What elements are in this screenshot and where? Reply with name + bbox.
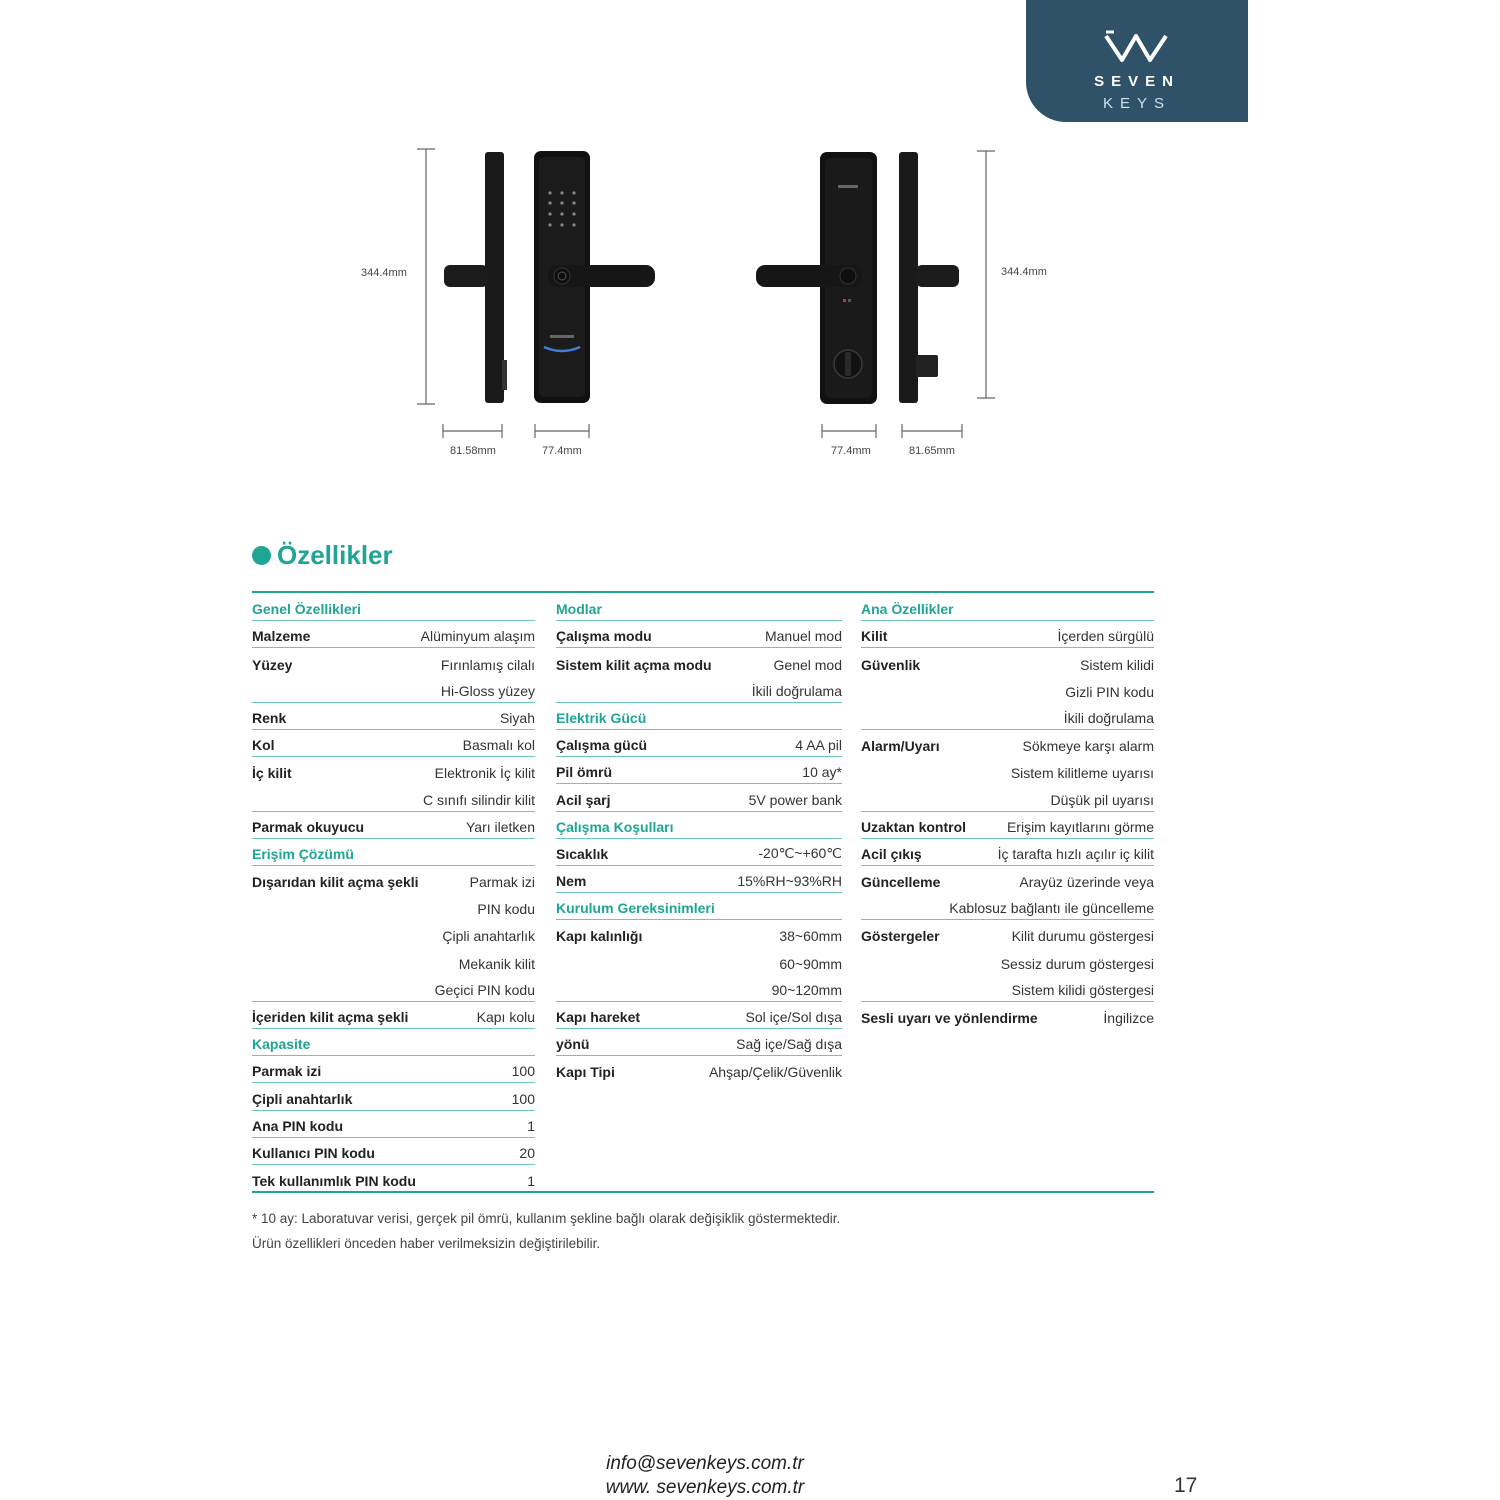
spec-value: 60~90mm <box>779 955 842 972</box>
spec-key: yönü <box>556 1036 590 1053</box>
spec-value: Alüminyum alaşım <box>420 628 535 645</box>
spec-row <box>556 1002 842 1029</box>
spec-key: Çalışma gücü <box>556 737 648 754</box>
brand-name: SEVEN <box>1094 73 1180 90</box>
spec-key: Çipli anahtarlık <box>252 1090 353 1107</box>
spec-value: 4 AA pil <box>795 737 842 754</box>
spec-row <box>252 975 535 1002</box>
spec-group-title: Ana Özellikler <box>861 601 954 618</box>
spec-group-header <box>252 839 535 866</box>
spec-key: Parmak izi <box>252 1063 322 1080</box>
spec-group-title: Kurulum Gereksinimleri <box>556 900 715 917</box>
spec-row <box>861 975 1154 1002</box>
lock-back-view <box>756 152 877 404</box>
spec-row <box>252 703 535 730</box>
spec-key: Kapı hareket <box>556 1009 641 1025</box>
spec-group-header <box>861 594 1154 621</box>
spec-value: Erişim kayıtlarını görme <box>1006 818 1154 835</box>
spec-value: Yarı iletken <box>466 818 535 835</box>
spec-value: Mekanik kilit <box>458 955 535 972</box>
spec-value: İngilizce <box>1103 1010 1154 1026</box>
battery-footnote: * 10 ay: Laboratuvar verisi, gerçek pil ömrü, kullanım şekline bağlı olarak değişiklik göstermektedir. <box>252 1211 841 1226</box>
spec-value: 38~60mm <box>779 928 842 945</box>
spec-row <box>861 947 1154 974</box>
spec-value: Siyah <box>499 709 535 726</box>
spec-group-title: Elektrik Gücü <box>556 709 647 726</box>
spec-row <box>252 757 535 784</box>
spec-key: Kol <box>252 737 275 754</box>
spec-row <box>556 1056 842 1083</box>
spec-row <box>556 621 842 648</box>
spec-key: Uzaktan kontrol <box>861 818 967 835</box>
spec-value: Elektronik İç kilit <box>434 765 535 782</box>
spec-row <box>861 1002 1154 1029</box>
spec-key: Renk <box>252 709 287 726</box>
bullet-icon <box>252 546 271 565</box>
spec-group-title: Kapasite <box>252 1036 311 1053</box>
spec-group-title: Erişim Çözümü <box>252 845 354 862</box>
spec-row <box>861 703 1154 730</box>
spec-key: Tek kullanımlık PIN kodu <box>252 1173 416 1190</box>
spec-key: Acil şarj <box>556 791 611 808</box>
spec-value: Manuel mod <box>764 628 842 645</box>
spec-row <box>861 621 1154 648</box>
spec-row <box>556 839 842 866</box>
spec-row <box>252 648 535 675</box>
spec-row <box>252 784 535 811</box>
lock-back-side-profile <box>899 152 959 403</box>
spec-value: Arayüz üzerinde veya <box>1019 874 1154 891</box>
spec-row <box>861 812 1154 839</box>
spec-value: Çipli anahtarlık <box>442 928 535 945</box>
spec-row <box>252 920 535 947</box>
spec-row <box>252 621 535 648</box>
lock-front-view <box>534 151 655 403</box>
spec-row <box>861 920 1154 947</box>
spec-key: Kapı kalınlığı <box>556 928 643 945</box>
spec-row <box>556 947 842 974</box>
spec-row <box>252 947 535 974</box>
spec-value: Basmalı kol <box>462 737 535 754</box>
spec-key: Kapı Tipi <box>556 1064 615 1081</box>
spec-row <box>252 1083 535 1110</box>
spec-key: Kilit <box>861 628 888 645</box>
table-top-rule <box>252 591 1154 593</box>
spec-row <box>556 866 842 893</box>
spec-value: İçerden sürgülü <box>1057 628 1154 645</box>
spec-key: İçeriden kilit açma şekli <box>252 1009 409 1025</box>
spec-value: Ahşap/Çelik/Güvenlik <box>708 1064 842 1081</box>
lock-drawings <box>0 0 1500 470</box>
spec-key: Güncelleme <box>861 874 941 891</box>
left-width-dimensions <box>443 424 589 438</box>
spec-value: İç tarafta hızlı açılır iç kilit <box>997 845 1154 862</box>
spec-row <box>861 866 1154 893</box>
spec-group-header <box>556 594 842 621</box>
spec-row <box>861 893 1154 920</box>
spec-key: Sistem kilit açma modu <box>556 656 712 673</box>
spec-value: 90~120mm <box>771 981 842 998</box>
spec-key: Alarm/Uyarı <box>861 738 940 755</box>
spec-value: Sessiz durum göstergesi <box>1000 955 1154 972</box>
spec-row <box>252 1138 535 1165</box>
spec-row <box>556 975 842 1002</box>
spec-value: Hi-Gloss yüzey <box>440 682 535 699</box>
spec-value: Sağ içe/Sağ dışa <box>736 1036 842 1053</box>
spec-row <box>252 1002 535 1029</box>
left-height-dimension <box>417 149 435 404</box>
spec-value: PIN kodu <box>477 901 535 918</box>
spec-key: Ana PIN kodu <box>252 1117 344 1134</box>
spec-row <box>252 1056 535 1083</box>
spec-group-title: Genel Özellikleri <box>252 601 361 618</box>
spec-change-note: Ürün özellikleri önceden haber verilmeksizin değiştirilebilir. <box>252 1236 601 1251</box>
right-side-width-label: 81.65mm <box>909 445 955 457</box>
spec-value: -20℃~+60℃ <box>758 844 842 861</box>
right-height-label: 344.4mm <box>1001 266 1047 278</box>
spec-row <box>556 648 842 675</box>
brand-sub: KEYS <box>1102 95 1172 112</box>
spec-value: Sistem kilidi <box>1080 656 1154 673</box>
contact-website[interactable]: www. sevenkeys.com.tr <box>605 1477 805 1498</box>
spec-value: C sınıfı silindir kilit <box>422 791 535 808</box>
spec-row <box>556 730 842 757</box>
spec-value: Genel mod <box>773 656 842 673</box>
lock-front-side-profile <box>444 152 507 403</box>
spec-group-header <box>556 703 842 730</box>
spec-column-modes <box>556 594 842 1083</box>
spec-key: Malzeme <box>252 628 311 645</box>
spec-key: Çalışma modu <box>556 628 652 645</box>
spec-row <box>556 1029 842 1056</box>
spec-value: 1 <box>527 1117 535 1134</box>
contact-email[interactable]: info@sevenkeys.com.tr <box>606 1453 804 1474</box>
spec-key: İç kilit <box>252 765 292 782</box>
spec-group-title: Çalışma Koşulları <box>556 818 674 835</box>
spec-key: Kullanıcı PIN kodu <box>252 1144 375 1161</box>
spec-row <box>556 784 842 811</box>
spec-row <box>252 893 535 920</box>
spec-row <box>861 648 1154 675</box>
spec-key: Güvenlik <box>861 656 921 673</box>
spec-row <box>252 1165 535 1192</box>
spec-row <box>861 757 1154 784</box>
spec-value: Parmak izi <box>469 874 535 891</box>
right-front-width-label: 77.4mm <box>831 445 871 457</box>
spec-group-header <box>252 594 535 621</box>
spec-value: 15%RH~93%RH <box>737 873 842 890</box>
spec-key: Dışarıdan kilit açma şekli <box>252 874 419 891</box>
spec-row <box>252 812 535 839</box>
spec-row <box>252 730 535 757</box>
spec-value: Kilit durumu göstergesi <box>1011 928 1154 945</box>
spec-row <box>252 676 535 703</box>
spec-value: 100 <box>511 1063 535 1080</box>
spec-value: 100 <box>511 1090 535 1107</box>
spec-group-header <box>252 1029 535 1056</box>
spec-value: Geçici PIN kodu <box>434 981 535 998</box>
spec-row <box>556 757 842 784</box>
right-width-dimensions <box>822 424 962 438</box>
spec-row <box>861 839 1154 866</box>
spec-row <box>556 676 842 703</box>
spec-value: Kapı kolu <box>476 1009 535 1025</box>
spec-group-header <box>556 893 842 920</box>
spec-value: İkili doğrulama <box>751 682 842 699</box>
spec-row <box>252 1111 535 1138</box>
spec-row <box>861 784 1154 811</box>
spec-value: Fırınlamış cilalı <box>440 656 535 673</box>
spec-key: Acil çıkış <box>861 845 922 862</box>
spec-value: Sol içe/Sol dışa <box>745 1009 842 1025</box>
spec-key: Pil ömrü <box>556 764 613 781</box>
spec-row <box>861 730 1154 757</box>
spec-key: Sesli uyarı ve yönlendirme <box>861 1010 1038 1026</box>
section-title <box>252 540 393 571</box>
spec-value: Sistem kilidi göstergesi <box>1011 981 1154 998</box>
spec-value: 5V power bank <box>748 791 842 808</box>
spec-key: Parmak okuyucu <box>252 818 365 835</box>
spec-value: Sistem kilitleme uyarısı <box>1010 765 1154 782</box>
spec-column-main-features <box>861 594 1154 1029</box>
left-side-width-label: 81.58mm <box>450 445 496 457</box>
page-number: 17 <box>1174 1474 1198 1497</box>
left-height-label: 344.4mm <box>361 267 407 279</box>
right-height-dimension <box>977 151 995 398</box>
spec-key: Sıcaklık <box>556 845 609 862</box>
spec-value: 1 <box>527 1173 535 1190</box>
spec-group-title: Modlar <box>556 601 602 618</box>
spec-row <box>861 676 1154 703</box>
spec-row <box>252 866 535 893</box>
spec-value: Kablosuz bağlantı ile güncelleme <box>949 900 1154 917</box>
spec-value: Düşük pil uyarısı <box>1050 791 1154 808</box>
spec-key: Yüzey <box>252 656 293 673</box>
spec-value: İkili doğrulama <box>1063 709 1154 726</box>
left-front-width-label: 77.4mm <box>542 445 582 457</box>
spec-row <box>556 920 842 947</box>
spec-value: Sökmeye karşı alarm <box>1022 738 1154 755</box>
spec-column-general <box>252 594 535 1192</box>
spec-group-header <box>556 812 842 839</box>
spec-value: 10 ay* <box>802 764 842 781</box>
section-title-text: Özellikler <box>277 540 393 570</box>
spec-value: Gizli PIN kodu <box>1065 683 1154 700</box>
spec-key: Göstergeler <box>861 928 940 945</box>
spec-value: 20 <box>519 1144 535 1161</box>
spec-key: Nem <box>556 873 587 890</box>
